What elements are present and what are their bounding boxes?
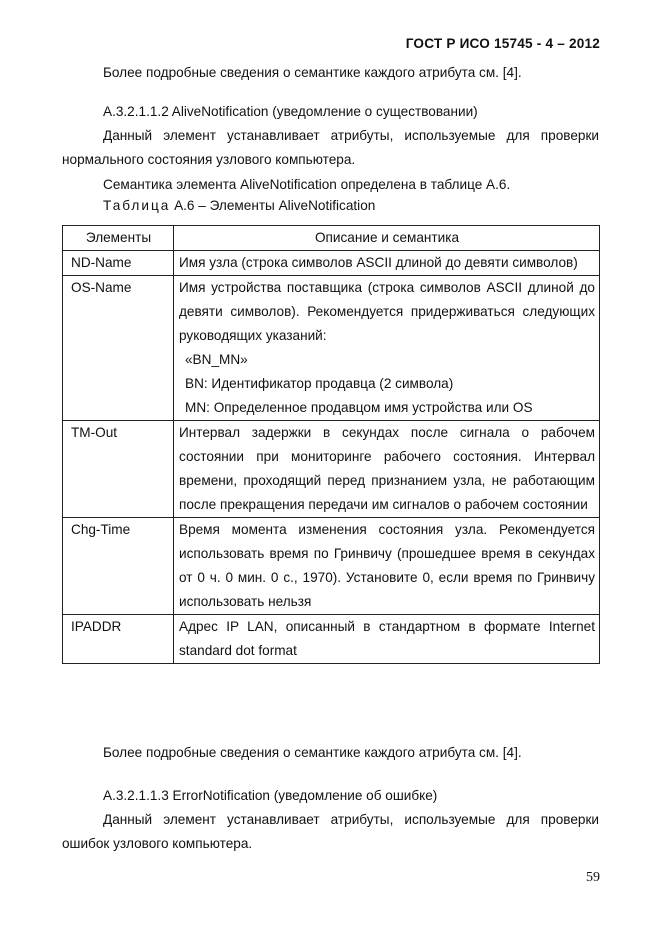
paragraph-details-bottom: Более подробные сведения о семантике каждого атрибута см. [4]. bbox=[103, 745, 522, 760]
element-name-cell: ND-Name bbox=[63, 251, 174, 276]
paragraph-alive-semantics: Семантика элемента AliveNotification определена в таблице А.6. bbox=[103, 177, 511, 192]
element-description-cell: Время момента изменения состояния узла. Рекомендуется использовать время по Гринвичу (прошедшее время в секундах от 0 ч. 0 мин. 0 с., 1970). Установите 0, если время по Гринвичу использовать нельзя bbox=[174, 518, 600, 615]
table-row bbox=[63, 251, 600, 276]
paragraph-details-top: Более подробные сведения о семантике каждого атрибута см. [4]. bbox=[103, 65, 522, 80]
section-heading-alive-notification: A.3.2.1.1.2 AliveNotification (уведомление о существовании) bbox=[103, 104, 478, 119]
description-format-line: «BN_MN» bbox=[185, 352, 248, 367]
paragraph-alive-description: Данный элемент устанавливает атрибуты, используемые для проверки нормального состояния узлового компьютера. bbox=[62, 128, 599, 167]
column-header-description: Описание и семантика bbox=[174, 226, 600, 251]
page-number: 59 bbox=[586, 870, 600, 885]
document-header: ГОСТ Р ИСО 15745 - 4 – 2012 bbox=[405, 36, 600, 51]
description-mn-line: MN: Определенное продавцом имя устройства или OS bbox=[185, 400, 533, 415]
element-name-cell: IPADDR bbox=[63, 615, 174, 664]
element-name-cell: OS-Name bbox=[63, 276, 174, 421]
alive-notification-table bbox=[62, 225, 600, 664]
table-header-row bbox=[63, 226, 600, 251]
element-description-cell bbox=[174, 276, 600, 421]
element-description-cell: Интервал задержки в секундах после сигнала о рабочем состоянии при мониторинге рабочего состояния. Интервал времени, проходящий перед признанием узла, не работающим после прекращения передачи им сигналов о рабочем состоянии bbox=[174, 421, 600, 518]
element-description-cell: Имя узла (строка символов ASCII длиной до девяти символов) bbox=[174, 251, 600, 276]
table-caption-prefix: Таблица bbox=[103, 198, 171, 213]
table-caption bbox=[103, 198, 375, 213]
column-header-elements: Элементы bbox=[63, 226, 174, 251]
paragraph-error-description: Данный элемент устанавливает атрибуты, используемые для проверки ошибок узлового компьютера. bbox=[62, 812, 599, 851]
description-bn-line: BN: Идентификатор продавца (2 символа) bbox=[185, 376, 454, 391]
section-heading-error-notification: A.3.2.1.1.3 ErrorNotification (уведомление об ошибке) bbox=[103, 788, 438, 803]
table-row bbox=[63, 615, 600, 664]
element-name-cell: Chg-Time bbox=[63, 518, 174, 615]
description-text: Имя устройства поставщика (строка символов ASCII длиной до девяти символов). Рекомендуется придерживаться следующих руководящих указаний: bbox=[179, 280, 595, 343]
element-description-cell: Адрес IP LAN, описанный в стандартном в формате Internet standard dot format bbox=[174, 615, 600, 664]
table-row bbox=[63, 276, 600, 421]
table-row bbox=[63, 518, 600, 615]
element-name-cell: TM-Out bbox=[63, 421, 174, 518]
table-caption-text: А.6 – Элементы AliveNotification bbox=[170, 198, 376, 213]
table-row bbox=[63, 421, 600, 518]
